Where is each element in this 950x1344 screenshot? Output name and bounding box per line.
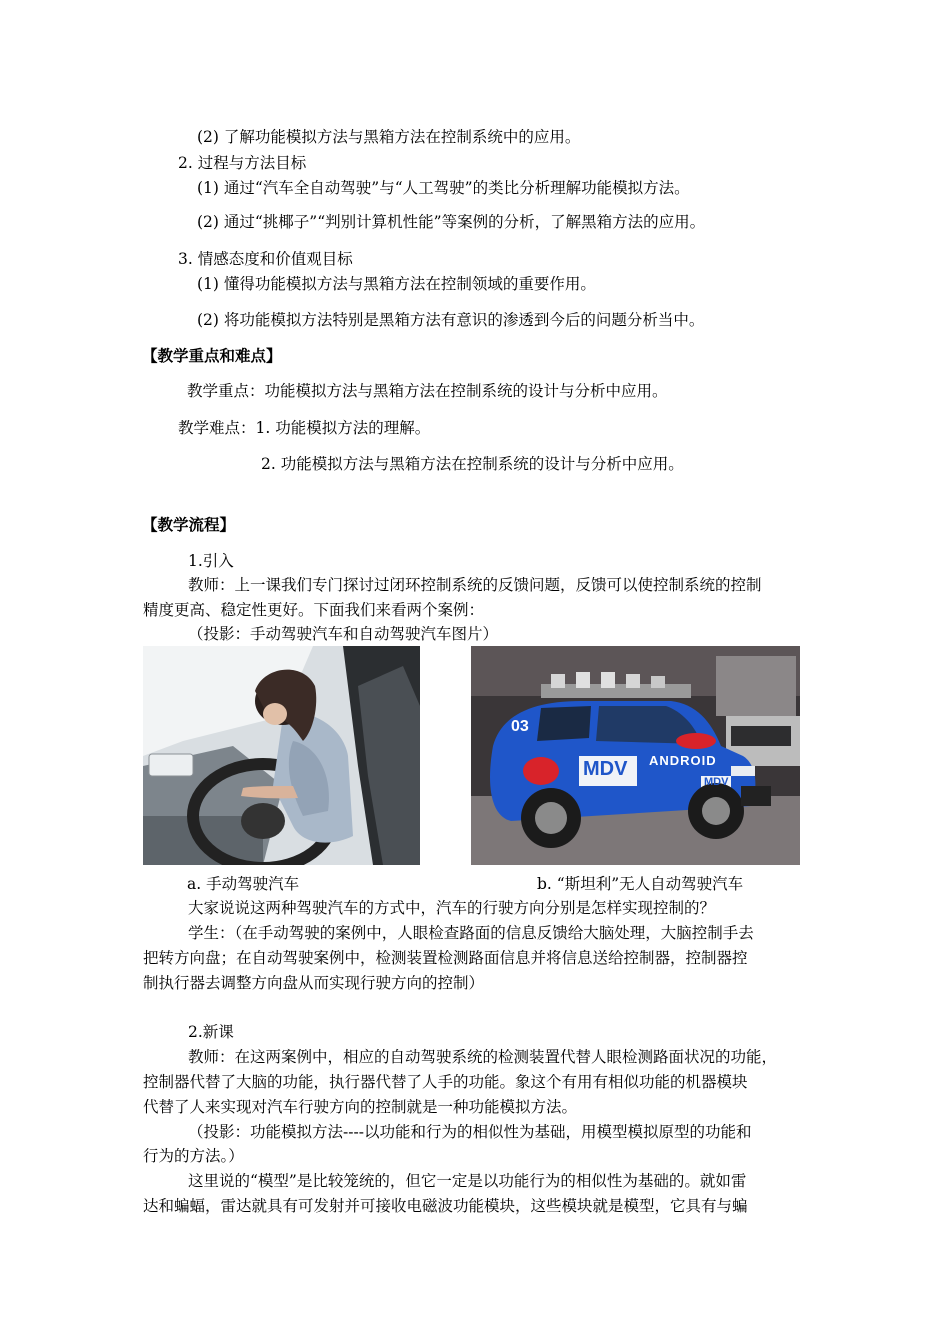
teaching-difficulty-2: 2. 功能模拟方法与黑箱方法在控制系统的设计与分析中应用。 [261, 455, 684, 473]
teacher-paragraph-2-line2: 控制器代替了大脑的功能，执行器代替了人手的功能。象这个有用有相似功能的机器模块 [143, 1073, 748, 1091]
question-line: 大家说说这两种驾驶汽车的方式中，汽车的行驶方向分别是怎样实现控制的？ [188, 899, 716, 917]
car-number: 03 [511, 718, 529, 735]
car-plate-mdv: MDV [704, 776, 729, 788]
autonomous-car-photo [471, 646, 800, 865]
projection-note-2-line2: 行为的方法。） [143, 1147, 244, 1165]
student-answer-line1: 学生：（在手动驾驶的案例中，人眼检查路面的信息反馈给大脑处理，大脑控制手去 [188, 924, 754, 942]
model-paragraph-line1: 这里说的“模型”是比较笼统的，但它一定是以功能行为的相似性为基础的。就如雷 [188, 1172, 747, 1190]
manual-driving-photo [143, 646, 420, 865]
new-lesson-heading: 2.新课 [188, 1023, 234, 1041]
teacher-paragraph-2-line3: 代替了人来实现对汽车行驶方向的控制就是一种功能模拟方法。 [143, 1098, 578, 1116]
teaching-difficulty-1: 教学难点：1. 功能模拟方法的理解。 [178, 419, 431, 437]
caption-manual-driving: a. 手动驾驶汽车 [187, 875, 300, 893]
car-logo-android: ANDROID [649, 753, 717, 768]
intro-heading: 1.引入 [188, 552, 234, 570]
projection-note-1: （投影：手动驾驶汽车和自动驾驶汽车图片） [188, 625, 499, 643]
teacher-paragraph-2-line1: 教师：在这两案例中，相应的自动驾驶系统的检测装置代替人眼检测路面状况的功能， [188, 1048, 778, 1066]
objective-process-1: (1) 通过“汽车全自动驾驶”与“人工驾驶”的类比分析理解功能模拟方法。 [197, 179, 690, 197]
section-title-key-points: 【教学重点和难点】 [142, 346, 282, 365]
caption-autonomous-driving: b. “斯坦利”无人自动驾驶汽车 [537, 875, 744, 893]
teacher-paragraph-1-line1: 教师：上一课我们专门探讨过闭环控制系统的反馈问题，反馈可以使控制系统的控制 [188, 576, 762, 594]
section-title-flow: 【教学流程】 [142, 515, 236, 534]
student-answer-line2: 把转方向盘；在自动驾驶案例中，检测装置检测路面信息并将信息送给控制器，控制器控 [143, 949, 748, 967]
heading-process-methods: 2. 过程与方法目标 [178, 154, 307, 172]
heading-attitude-values: 3. 情感态度和价值观目标 [178, 250, 353, 268]
model-paragraph-line2: 达和蝙蝠，雷达就具有可发射并可接收电磁波功能模块，这些模块就是模型，它具有与蝙 [143, 1197, 748, 1215]
teacher-paragraph-1-line2: 精度更高、稳定性更好。下面我们来看两个案例： [143, 601, 485, 619]
objective-2-2: (2) 了解功能模拟方法与黑箱方法在控制系统中的应用。 [197, 128, 581, 146]
car-logo-mdv: MDV [583, 758, 628, 780]
teaching-focus: 教学重点：功能模拟方法与黑箱方法在控制系统的设计与分析中应用。 [187, 382, 668, 400]
objective-attitude-2: (2) 将功能模拟方法特别是黑箱方法有意识的渗透到今后的问题分析当中。 [197, 311, 705, 329]
projection-note-2-line1: （投影：功能模拟方法----以功能和行为的相似性为基础，用模型模拟原型的功能和 [188, 1123, 752, 1141]
objective-attitude-1: (1) 懂得功能模拟方法与黑箱方法在控制领域的重要作用。 [197, 275, 596, 293]
student-answer-line3: 制执行器去调整方向盘从而实现行驶方向的控制） [143, 974, 485, 992]
objective-process-2: (2) 通过“挑椰子”“判别计算机性能”等案例的分析，了解黑箱方法的应用。 [197, 213, 706, 231]
